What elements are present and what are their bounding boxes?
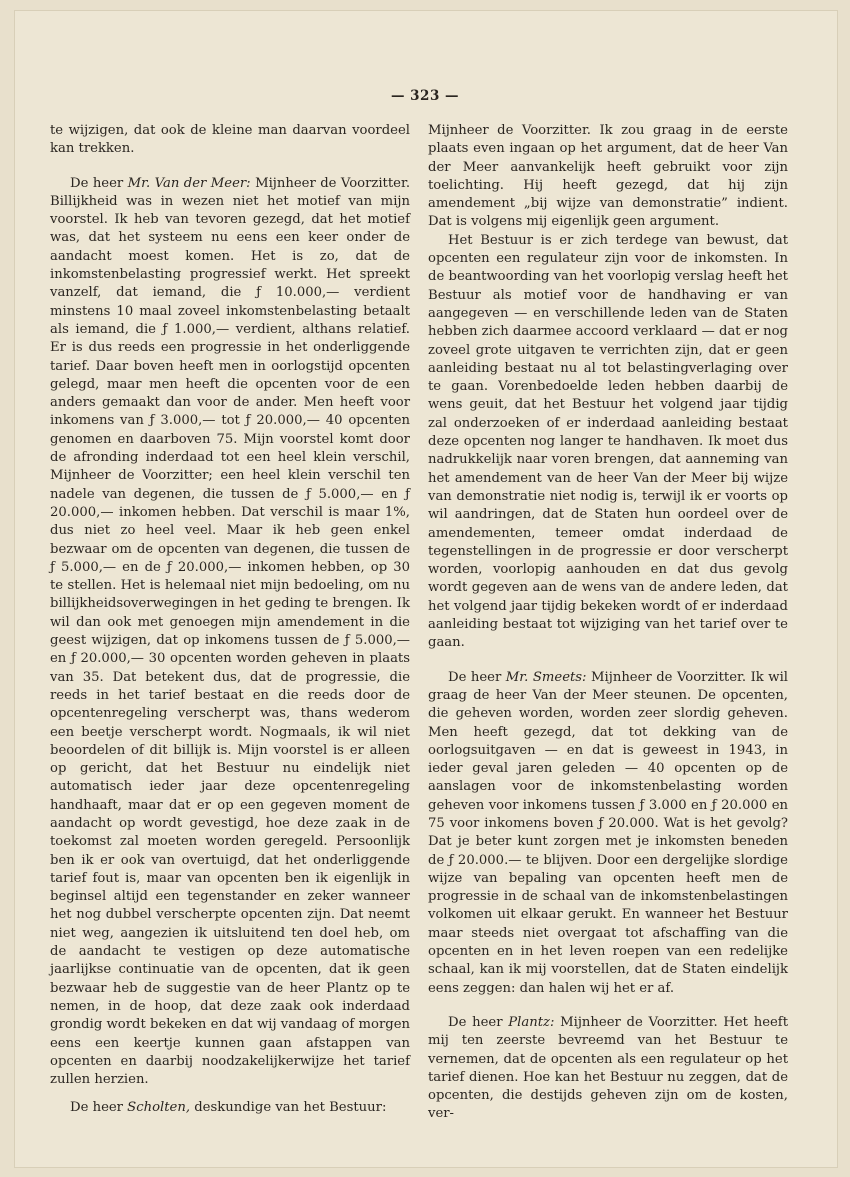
- speaker-prefix: De heer: [70, 1100, 128, 1116]
- right-column: [428, 122, 788, 1124]
- speaker-name: Mr. Van der Meer:: [127, 175, 251, 191]
- paragraph-bestuur: Het Bestuur is er zich terdege van bewust, dat opcenten een regulateur zijn voor de inkomsten. In de beantwoording van het voorlopig verslag heeft het Bestuur als motief voor de handhaving er van aangegeven — en verschillende leden van de Staten hebben zich daarmee accoord verklaard — dat er nog zoveel grote uitgaven te verrichten zijn, dat er geen aanleiding bestaat nu al tot belastingverlaging over te gaan. Vorenbedoelde leden hebben daarbij de wens geuit, dat het Bestuur het volgend jaar tijdig zal onderzoeken of er inderdaad aanleiding bestaat deze opcenten nog langer te handhaven. Ik moet dus nadrukkelijk naar voren brengen, dat aanneming van het amendement van de heer Van der Meer bij wijze van demonstratie niet nodig is, terwijl ik er voorts op wil aandringen, dat de Staten hun oordeel over de amendementen, temeer omdat inderdaad de tegenstellingen in de progressie er door verscherpt worden, voorlopig aanhouden en dat dus gevolg wordt gegeven aan de wens van de andere leden, dat het volgend jaar tijdig bekeken wordt of er inderdaad aanleiding bestaat tot wijziging van het tarief over te gaan.: [428, 232, 788, 651]
- speech-scholten-intro: [50, 1099, 410, 1117]
- speech-text: Mijnheer de Voorzitter. Billijkheid was in wezen niet het motief van mijn voorstel. Ik heb van tevoren gezegd, dat het motief was, dat het systeem nu eens een keer onder de aandacht moest komen. Het is zo, dat de inkomstenbelasting progressief werkt. Het spreekt vanzelf, dat iemand, die ƒ 10.000,— verdient minstens 10 maal zoveel inkomstenbelasting betaalt als iemand, die ƒ 1.000,— verdient, althans relatief. Er is dus reeds een progressie in het onderliggende tarief. Daar boven heeft men in oorlogstijd opcenten gelegd, maar men heeft die opcenten voor de een anders gemaakt dan voor de ander. Men heeft voor inkomens van ƒ 3.000,— tot ƒ 20.000,— 40 opcenten genomen en daarboven 75. Mijn voorstel komt door de afronding inderdaad tot een heel klein verschil, Mijnheer de Voorzitter; een heel klein verschil ten nadele van degenen, die tussen de ƒ 5.000,— en ƒ 20.000,— inkomen hebben. Dat verschil is maar 1%, dus niet zo heel veel. Maar ik heb geen enkel bezwaar om de opcenten van degenen, die tussen de ƒ 5.000,— en de ƒ 20.000,— inkomen hebben, op 30 te stellen. Het is helemaal niet mijn bedoeling, om nu billijkheidsoverwegingen in het geding te brengen. Ik wil dan ook met genoegen mijn amendement in die geest wijzigen, dat op inkomens tussen de ƒ 5.000,— en ƒ 20.000,— 30 opcenten worden geheven in plaats van 35. Dat betekent dus, dat de progressie, die reeds in het tarief bestaat en die reeds door de opcentenregeling verscherpt was, thans wederom een beetje verscherpt wordt. Nogmaals, ik wil niet beoordelen of dit billijk is. Mijn voorstel is er alleen op gericht, dat het Bestuur nu eindelijk niet automatisch ieder jaar deze opcentenregeling handhaaft, maar dat er op een gegeven moment de aandacht op wordt gevestigd, hoe deze zaak in de toekomst zal moeten worden geregeld. Persoonlijk ben ik er ook van overtuigd, dat het onderliggende tarief fout is, maar van opcenten ben ik eigenlijk in beginsel altijd een tegenstander en zeker wanneer het nog dubbel verscherpte opcenten zijn. Dat neemt niet weg, aangezien ik uitsluitend ten doel heb, om de aandacht te vestigen op deze automatische jaarlijkse continuatie van de opcenten, dat ik geen bezwaar heb de suggestie van de heer Plantz op te nemen, in de hoop, dat deze zaak ook inderdaad grondig wordt bekeken en dat wij vandaag of morgen eens een keertje kunnen gaan afstappen van opcenten en daarbij noodzakelijkerwijze het tarief zullen herzien.: [50, 175, 411, 1088]
- speaker-prefix: De heer: [448, 1014, 509, 1030]
- speaker-name: Mr. Smeets:: [505, 669, 587, 685]
- speech-plantz: [428, 1014, 788, 1124]
- speaker-prefix: De heer: [448, 669, 506, 685]
- speech-text: Mijnheer de Voorzitter. Ik wil graag de heer Van der Meer steunen. De opcenten, die geheven worden, worden zeer slordig geheven. Men heeft gezegd, dat tot dekking van de oorlogsuitgaven — en dat is geweest in 1943, in ieder geval jaren geleden — 40 opcenten op de aanslagen voor de inkomstenbelasting worden geheven voor inkomens tussen ƒ 3.000 en ƒ 20.000 en 75 voor inkomens boven ƒ 20.000. Wat is het gevolg? Dat je beter kunt zorgen met je inkomsten beneden de ƒ 20.000.— te blijven. Door een dergelijke slordige wijze van bepaling van opcenten heeft men de progressie in de schaal van de inkomstenbelastingen volkomen uit elkaar gerukt. En wanneer het Bestuur maar steeds niet overgaat tot afschaffing van die opcenten en in het leven roepen van een redelijke schaal, kan ik mij voorstellen, dat de Staten eindelijk eens zeggen: dan halen wij het er af.: [428, 669, 789, 996]
- speech-text: deskundige van het Bestuur:: [190, 1100, 387, 1116]
- speech-smeets: [428, 669, 788, 998]
- speaker-name: Scholten,: [127, 1100, 191, 1116]
- speech-van-der-meer: [50, 175, 410, 1090]
- speaker-name: Plantz:: [508, 1014, 555, 1030]
- speech-text: Mijnheer de Voorzitter. Het heeft mij ten zeerste bevreemd van het Bestuur te vernemen, dat de opcenten als een regulateur op het tarief dienen. Hoe kan het Bestuur nu zeggen, dat de opcenten, die destijds geheven zijn om de kosten, ver-: [428, 1014, 788, 1122]
- paragraph-continuation: te wijzigen, dat ook de kleine man daarvan voordeel kan trekken.: [50, 123, 410, 157]
- left-column: [50, 122, 410, 1118]
- speech-scholten: Mijnheer de Voorzitter. Ik zou graag in de eerste plaats even ingaan op het argument, dat de heer Van der Meer aanvankelijk heeft gebruikt voor zijn toelichting. Hij heeft gezegd, dat hij zijn amendement „bij wijze van demonstratie” indient. Dat is volgens mij eigenlijk geen argument.: [428, 123, 788, 230]
- page-number: — 323 —: [390, 88, 460, 104]
- speaker-prefix: De heer: [70, 175, 128, 191]
